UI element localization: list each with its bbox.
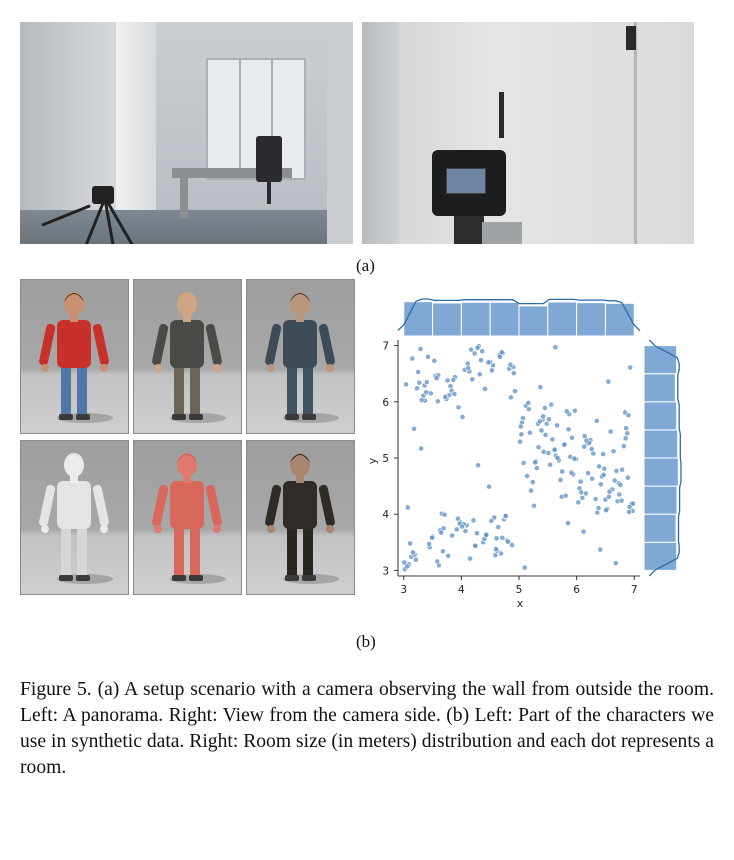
scatter-point	[566, 427, 571, 432]
scatter-point	[581, 529, 586, 534]
scatter-point	[442, 512, 447, 517]
scatter-point	[529, 488, 534, 493]
scatter-point	[569, 435, 574, 440]
scatter-point	[446, 553, 451, 558]
scatter-point	[414, 386, 419, 391]
scatter-point	[482, 386, 487, 391]
scatter-point	[469, 347, 474, 352]
scatter-point	[427, 541, 432, 546]
scatter-point	[580, 495, 585, 500]
scatter-point	[586, 471, 591, 476]
label-a: (a)	[356, 256, 375, 275]
scatter-point	[405, 505, 410, 510]
scatter-point	[625, 475, 630, 480]
x-hist-bar	[605, 303, 634, 336]
scatter-point	[554, 423, 559, 428]
y-hist-bar	[644, 458, 678, 486]
character-red-shirt-boy	[20, 279, 129, 434]
scatter-point	[508, 362, 513, 367]
scatter-point	[612, 478, 617, 483]
scatter-point	[565, 521, 570, 526]
scatter-point	[500, 535, 505, 540]
scatter-point	[413, 557, 418, 562]
scatter-point	[470, 377, 475, 382]
scatter-point	[475, 345, 480, 350]
scatter-point	[440, 549, 445, 554]
y-hist-bar	[644, 374, 675, 402]
x-tick-label: 5	[515, 584, 523, 596]
scatter-point	[460, 414, 465, 419]
scatter-point	[589, 446, 594, 451]
scatter-point	[486, 360, 491, 365]
scatter-point	[511, 371, 516, 376]
scatter-point	[626, 413, 631, 418]
scatter-point	[519, 432, 524, 437]
scatter-point	[477, 372, 482, 377]
scatter-point	[410, 550, 415, 555]
scatter-point	[533, 460, 538, 465]
scatter-point	[435, 399, 440, 404]
scatter-point	[572, 408, 577, 413]
scatter-point	[618, 482, 623, 487]
scatter-point	[601, 472, 606, 477]
scatter-point	[484, 532, 489, 537]
scatter-point	[534, 466, 539, 471]
scatter-point	[478, 358, 483, 363]
scatter-point	[493, 546, 498, 551]
scatter-point	[536, 445, 541, 450]
scatter-point	[550, 437, 555, 442]
scatter-point	[542, 405, 547, 410]
scatter-point	[450, 533, 455, 538]
scatter-point	[410, 356, 415, 361]
x-hist-bar	[404, 302, 433, 336]
scatter-point	[596, 505, 601, 510]
y-hist-bar	[644, 514, 676, 542]
y-hist-bar	[644, 402, 677, 430]
scatter-point	[466, 365, 471, 370]
scatter-point	[541, 414, 546, 419]
x-hist-bar	[577, 303, 606, 336]
scatter-point	[603, 508, 608, 513]
scatter-point	[562, 442, 567, 447]
scatter-point	[451, 377, 456, 382]
scatter-point	[499, 350, 504, 355]
scatter-point	[626, 509, 631, 514]
scatter-point	[539, 428, 544, 433]
scatter-point	[455, 516, 460, 521]
scatter-point	[454, 527, 459, 532]
scatter-point	[598, 547, 603, 552]
y-tick-label: 7	[382, 340, 389, 353]
scatter-point	[560, 469, 565, 474]
x-tick-label: 6	[573, 584, 580, 596]
x-hist-bar	[519, 306, 548, 336]
scatter-point	[522, 565, 527, 570]
scatter-point	[606, 379, 611, 384]
scatter-point	[434, 376, 439, 381]
scatter-point	[408, 541, 413, 546]
y-tick-label: 6	[382, 396, 389, 409]
scatter-point	[494, 536, 499, 541]
scatter-point	[526, 400, 531, 405]
scatter-point	[518, 439, 523, 444]
scatter-point	[463, 528, 468, 533]
scatter-point	[471, 518, 476, 523]
scatter-point	[596, 464, 601, 469]
x-tick-label: 4	[458, 584, 465, 596]
scatter-point	[552, 447, 557, 452]
scatter-point	[403, 382, 408, 387]
x-hist-bar	[433, 303, 462, 336]
scatter-point	[439, 530, 444, 535]
scatter-point	[611, 449, 616, 454]
figure-caption: Figure 5. (a) A setup scenario with a camera observing the wall from outside the room. Left: A panorama. Right: View from the camera side. (b) Left: Part of the characters we use in synthetic data. Right: Room size (in meters) distribution and each dot represents a room.	[20, 679, 714, 779]
scatter-point	[598, 482, 603, 487]
x-axis-label: x	[516, 597, 524, 610]
scatter-point	[543, 432, 548, 437]
scatter-point	[582, 444, 587, 449]
scatter-point	[425, 354, 430, 359]
character-white-mannequin	[20, 440, 129, 595]
scatter-point	[520, 416, 525, 421]
scatter-point	[584, 438, 589, 443]
scatter-point	[617, 492, 622, 497]
character-grey-shirt-man	[133, 279, 242, 434]
scatter-point	[418, 346, 423, 351]
x-hist-bar	[548, 302, 577, 336]
scatter-point	[474, 531, 479, 536]
scatter-point	[486, 484, 491, 489]
scatter-point	[579, 490, 584, 495]
scatter-point	[628, 365, 633, 370]
scatter-point	[530, 480, 535, 485]
panorama-photo	[20, 22, 353, 244]
scatter-point	[619, 498, 624, 503]
scatter-point	[489, 368, 494, 373]
scatter-point	[473, 543, 478, 548]
scatter-point	[402, 560, 407, 565]
scatter-point	[538, 385, 543, 390]
scatter-point	[445, 378, 450, 383]
scatter-point	[424, 390, 429, 395]
scatter-point	[614, 468, 619, 473]
scatter-point	[505, 539, 510, 544]
label-b: (b)	[356, 632, 376, 651]
y-hist-bar	[644, 430, 678, 458]
scatter-point	[593, 496, 598, 501]
scatter-point	[601, 451, 606, 456]
y-hist-bar	[644, 542, 677, 570]
y-tick-label: 4	[382, 509, 389, 522]
scatter-point	[621, 444, 626, 449]
scatter-point	[527, 430, 532, 435]
x-tick-label: 7	[630, 584, 638, 596]
scatter-point	[512, 389, 517, 394]
scatter-point	[576, 500, 581, 505]
scatter-point	[549, 402, 554, 407]
scatter-point	[555, 455, 560, 460]
camera	[432, 150, 506, 216]
scatter-point	[424, 380, 429, 385]
scatter-point	[416, 369, 421, 374]
y-hist-bar	[644, 346, 677, 374]
scatter-point	[417, 380, 422, 385]
scatter-point	[456, 405, 461, 410]
scatter-point	[546, 450, 551, 455]
y-axis-label: y	[366, 457, 379, 465]
scatter-point	[553, 345, 558, 350]
scatter-point	[590, 476, 595, 481]
scatter-point	[508, 395, 513, 400]
scatter-point	[608, 429, 613, 434]
scatter-point	[624, 426, 629, 431]
scatter-point	[432, 358, 437, 363]
camera-view-photo	[362, 22, 694, 244]
scatter-point	[563, 493, 568, 498]
scatter-point	[564, 409, 569, 414]
scatter-point	[521, 460, 526, 465]
scatter-point	[467, 556, 472, 561]
scatter-point	[548, 462, 553, 467]
x-tick-label: 3	[400, 584, 408, 596]
character-dark-warrior	[246, 440, 355, 595]
scatter-point	[435, 559, 440, 564]
scatter-point	[489, 518, 494, 523]
scatter-point	[625, 431, 630, 436]
scatter-point	[607, 489, 612, 494]
scatter-point	[623, 436, 628, 441]
scatter-point	[606, 494, 611, 499]
y-tick-label: 5	[382, 453, 389, 465]
character-red-robot	[133, 440, 242, 595]
scatter-point	[558, 477, 563, 482]
scatter-point	[518, 424, 523, 429]
y-hist-bar	[644, 486, 677, 514]
scatter-point	[531, 503, 536, 508]
scatter-point	[524, 473, 529, 478]
scatter-point	[620, 467, 625, 472]
scatter-point	[443, 394, 448, 399]
scatter-point	[452, 391, 457, 396]
character-soldier	[246, 279, 355, 434]
scatter-point	[602, 466, 607, 471]
scatter-point	[480, 349, 485, 354]
scatter-point	[419, 398, 424, 403]
scatter-point	[578, 479, 583, 484]
scatter-point	[429, 535, 434, 540]
scatter-point	[613, 560, 618, 565]
scatter-point	[546, 417, 551, 422]
scatter-point	[412, 426, 417, 431]
scatter-point	[496, 525, 501, 530]
room-size-scatter	[362, 278, 692, 618]
scatter-point	[537, 419, 542, 424]
y-tick-label: 3	[382, 565, 389, 578]
x-hist-bar	[490, 302, 519, 336]
scatter-point	[630, 501, 635, 506]
scatter-point	[572, 456, 577, 461]
scatter-point	[569, 470, 574, 475]
scatter-point	[594, 418, 599, 423]
x-hist-bar	[461, 302, 490, 336]
scatter-point	[503, 513, 508, 518]
scatter-point	[475, 463, 480, 468]
scatter-point	[459, 524, 464, 529]
scatter-point	[418, 446, 423, 451]
